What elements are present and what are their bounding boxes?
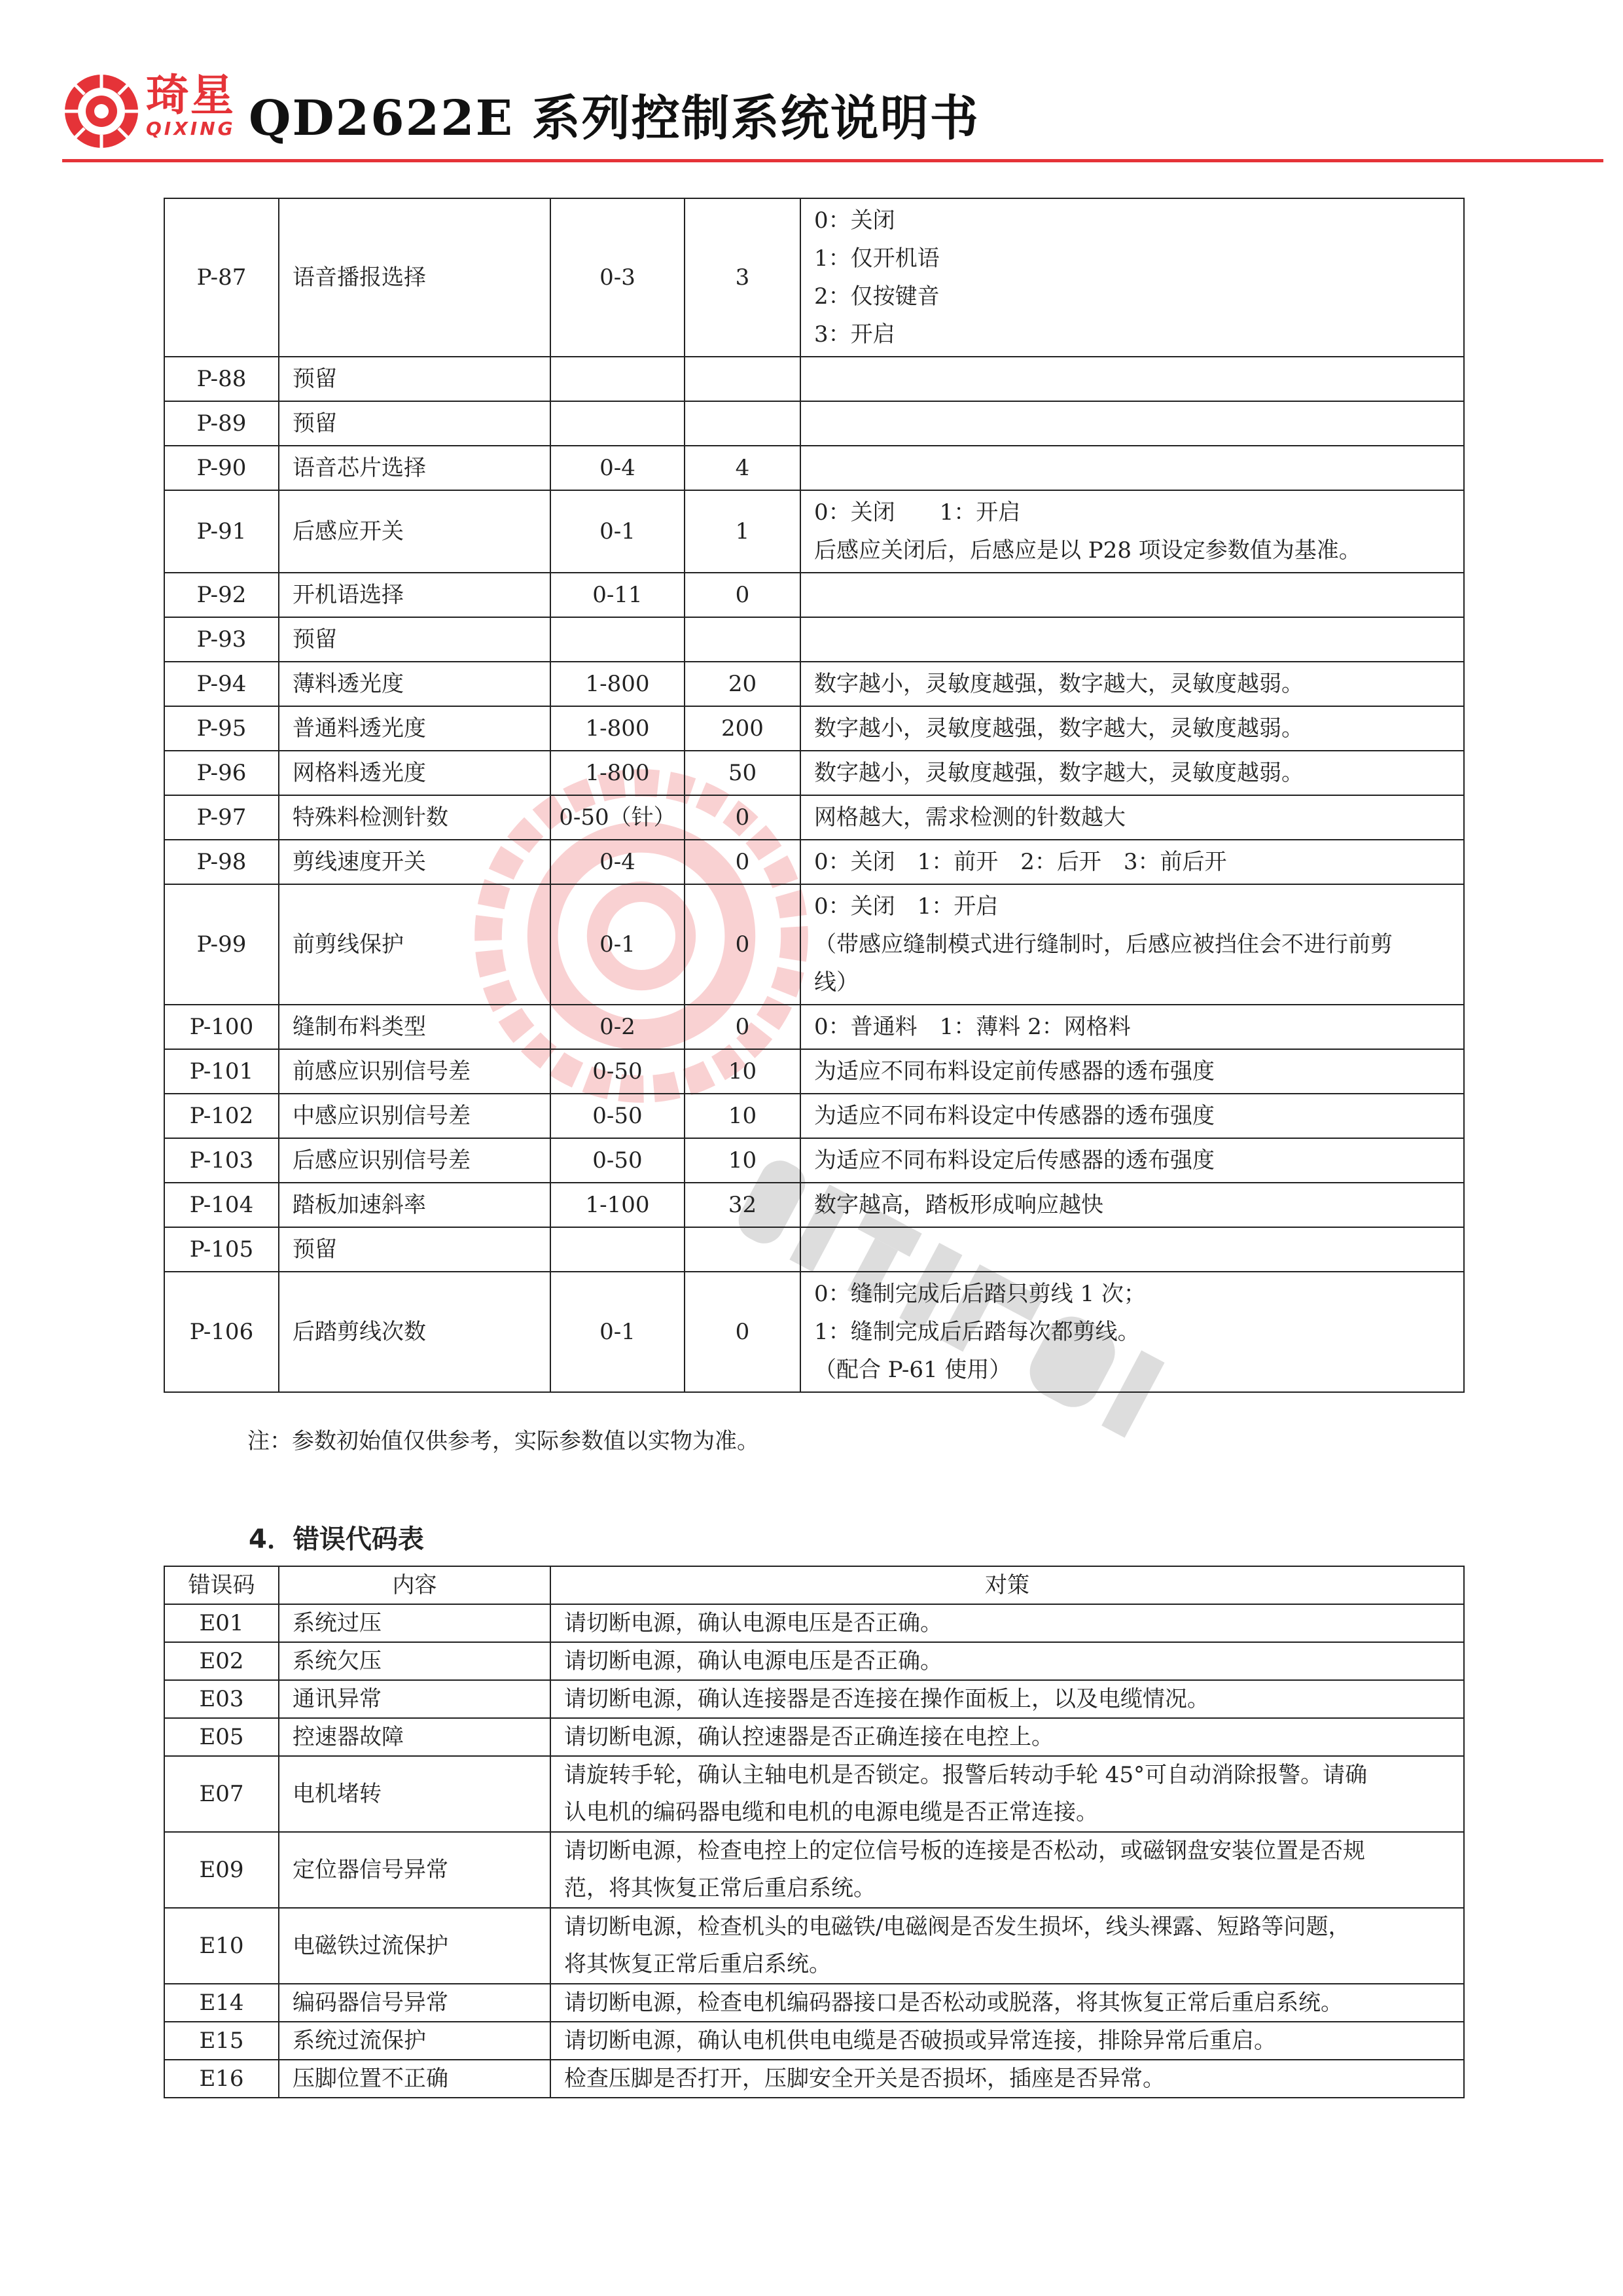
error-code: E10 — [164, 1908, 279, 1984]
param-code: P-97 — [164, 795, 279, 840]
error-action — [550, 1832, 1464, 1908]
error-action — [550, 2022, 1464, 2060]
param-range: 0-4 — [550, 446, 685, 490]
param-range — [550, 401, 685, 446]
error-action-line: 请切断电源，检查电控上的定位信号板的连接是否松动，或磁钢盘安装位置是否规 — [564, 1838, 1365, 1864]
param-description — [800, 198, 1464, 357]
param-range — [550, 357, 685, 401]
table-row — [164, 490, 1464, 573]
param-default: 1 — [685, 490, 800, 573]
header-divider — [62, 159, 1603, 162]
param-code: P-92 — [164, 573, 279, 617]
table-row — [164, 357, 1464, 401]
param-name: 开机语选择 — [279, 573, 550, 617]
param-range — [550, 1227, 685, 1272]
param-default: 32 — [685, 1183, 800, 1227]
param-description — [800, 573, 1464, 617]
table-row — [164, 751, 1464, 795]
error-content: 系统欠压 — [279, 1642, 550, 1680]
error-action-line: 请切断电源，确认连接器是否连接在操作面板上，以及电缆情况。 — [564, 1686, 1209, 1712]
param-description — [800, 884, 1464, 1005]
table-row — [164, 1604, 1464, 1642]
brand — [146, 72, 251, 139]
param-description-line: 2：仅按键音 — [814, 283, 940, 310]
param-name: 缝制布料类型 — [279, 1005, 550, 1049]
param-default: 0 — [685, 573, 800, 617]
error-action — [550, 1718, 1464, 1756]
table-row — [164, 1642, 1464, 1680]
param-range: 1-800 — [550, 751, 685, 795]
param-description-line: 0：关闭 1：前开 2：后开 3：前后开 — [814, 849, 1227, 875]
error-content: 通讯异常 — [279, 1680, 550, 1718]
param-description-line: 为适应不同布料设定后传感器的透布强度 — [814, 1147, 1215, 1174]
param-description-line: 0：关闭 1：开启 — [814, 893, 999, 920]
param-default: 3 — [685, 198, 800, 357]
param-name: 薄料透光度 — [279, 662, 550, 706]
param-name: 普通料透光度 — [279, 706, 550, 751]
param-code: P-96 — [164, 751, 279, 795]
param-default — [685, 617, 800, 662]
table-row — [164, 1908, 1464, 1984]
param-code: P-93 — [164, 617, 279, 662]
error-action-line: 检查压脚是否打开，压脚安全开关是否损坏，插座是否异常。 — [564, 2066, 1165, 2092]
param-default: 0 — [685, 1005, 800, 1049]
error-table-header-row — [164, 1566, 1464, 1604]
param-code: P-104 — [164, 1183, 279, 1227]
param-code: P-99 — [164, 884, 279, 1005]
param-code: P-94 — [164, 662, 279, 706]
error-code: E05 — [164, 1718, 279, 1756]
param-code: P-101 — [164, 1049, 279, 1094]
param-description — [800, 617, 1464, 662]
table-note: 注：参数初始值仅供参考，实际参数值以实物为准。 — [247, 1428, 759, 1454]
param-description — [800, 1138, 1464, 1183]
brand-name-cn: 琦星 — [146, 70, 235, 120]
param-name: 预留 — [279, 401, 550, 446]
param-description-line: 线） — [814, 969, 859, 996]
error-action — [550, 1604, 1464, 1642]
error-action-line: 请切断电源，确认电源电压是否正确。 — [564, 1610, 942, 1636]
param-default — [685, 1227, 800, 1272]
error-code: E15 — [164, 2022, 279, 2060]
table-row — [164, 1049, 1464, 1094]
param-range: 1-100 — [550, 1183, 685, 1227]
table-row — [164, 795, 1464, 840]
error-code: E14 — [164, 1984, 279, 2022]
param-description — [800, 840, 1464, 884]
error-code: E02 — [164, 1642, 279, 1680]
param-name: 语音芯片选择 — [279, 446, 550, 490]
param-description — [800, 1005, 1464, 1049]
header-error-code: 错误码 — [164, 1566, 279, 1604]
table-row — [164, 884, 1464, 1005]
table-row — [164, 662, 1464, 706]
error-content: 系统过流保护 — [279, 2022, 550, 2060]
param-name: 踏板加速斜率 — [279, 1183, 550, 1227]
param-description-line: （带感应缝制模式进行缝制时，后感应被挡住会不进行前剪 — [814, 931, 1393, 958]
param-description-line: 网格越大，需求检测的针数越大 — [814, 804, 1126, 831]
param-range: 0-1 — [550, 490, 685, 573]
param-code: P-95 — [164, 706, 279, 751]
param-range: 0-50 — [550, 1049, 685, 1094]
param-description — [800, 401, 1464, 446]
table-row — [164, 1984, 1464, 2022]
param-default: 0 — [685, 840, 800, 884]
param-code: P-102 — [164, 1094, 279, 1138]
param-description-line: 3：开启 — [814, 321, 895, 348]
param-description-line: 数字越小，灵敏度越强，数字越大，灵敏度越弱。 — [814, 671, 1304, 697]
param-name: 剪线速度开关 — [279, 840, 550, 884]
param-name: 后感应开关 — [279, 490, 550, 573]
param-description-line: 0：缝制完成后后踏只剪线 1 次； — [814, 1281, 1146, 1307]
param-range: 0-50（针） — [550, 795, 685, 840]
error-code: E03 — [164, 1680, 279, 1718]
error-action — [550, 2060, 1464, 2098]
param-description-line: 为适应不同布料设定前传感器的透布强度 — [814, 1058, 1215, 1085]
param-description — [800, 706, 1464, 751]
error-action-line: 请切断电源，确认控速器是否正确连接在电控上。 — [564, 1724, 1054, 1750]
table-row — [164, 617, 1464, 662]
table-row — [164, 2022, 1464, 2060]
param-default: 10 — [685, 1094, 800, 1138]
error-content: 系统过压 — [279, 1604, 550, 1642]
table-row — [164, 1005, 1464, 1049]
param-default: 0 — [685, 884, 800, 1005]
param-description — [800, 1094, 1464, 1138]
param-range: 0-50 — [550, 1094, 685, 1138]
error-action-line: 请切断电源，确认电机供电电缆是否破损或异常连接，排除异常后重启。 — [564, 2028, 1276, 2054]
table-row — [164, 706, 1464, 751]
param-name: 后踏剪线次数 — [279, 1272, 550, 1392]
param-name: 中感应识别信号差 — [279, 1094, 550, 1138]
param-range: 0-11 — [550, 573, 685, 617]
error-code-table — [164, 1566, 1465, 2098]
document-title: QD2622E 系列控制系统说明书 — [249, 90, 980, 147]
table-row — [164, 446, 1464, 490]
error-action — [550, 1756, 1464, 1832]
param-code: P-90 — [164, 446, 279, 490]
param-description — [800, 662, 1464, 706]
error-action-line: 请切断电源，检查电机编码器接口是否松动或脱落，将其恢复正常后重启系统。 — [564, 1990, 1343, 2016]
param-description-line: 后感应关闭后，后感应是以 P28 项设定参数值为基准。 — [814, 537, 1361, 564]
error-code: E09 — [164, 1832, 279, 1908]
param-range: 0-50 — [550, 1138, 685, 1183]
param-description — [800, 1049, 1464, 1094]
table-row — [164, 1718, 1464, 1756]
error-action-line: 将其恢复正常后重启系统。 — [564, 1951, 831, 1977]
error-content: 电机堵转 — [279, 1756, 550, 1832]
param-range: 0-2 — [550, 1005, 685, 1049]
error-code: E01 — [164, 1604, 279, 1642]
table-row — [164, 1832, 1464, 1908]
param-description-line: 数字越小，灵敏度越强，数字越大，灵敏度越弱。 — [814, 760, 1304, 786]
param-default: 200 — [685, 706, 800, 751]
param-code: P-103 — [164, 1138, 279, 1183]
param-code: P-88 — [164, 357, 279, 401]
error-table-body — [164, 1604, 1464, 2098]
param-name: 网格料透光度 — [279, 751, 550, 795]
error-content: 编码器信号异常 — [279, 1984, 550, 2022]
param-default — [685, 401, 800, 446]
param-range: 1-800 — [550, 662, 685, 706]
param-name: 前感应识别信号差 — [279, 1049, 550, 1094]
table-row — [164, 198, 1464, 357]
param-default — [685, 357, 800, 401]
param-description-line: 为适应不同布料设定中传感器的透布强度 — [814, 1103, 1215, 1129]
table-row — [164, 1272, 1464, 1392]
param-default: 0 — [685, 1272, 800, 1392]
param-description-line: 1：仅开机语 — [814, 245, 940, 272]
header-action: 对策 — [550, 1566, 1464, 1604]
param-name: 预留 — [279, 617, 550, 662]
param-description — [800, 795, 1464, 840]
param-description-line: 数字越小，灵敏度越强，数字越大，灵敏度越弱。 — [814, 715, 1304, 742]
param-range: 0-1 — [550, 1272, 685, 1392]
param-name: 预留 — [279, 1227, 550, 1272]
param-description — [800, 446, 1464, 490]
param-default: 10 — [685, 1138, 800, 1183]
table-row — [164, 1094, 1464, 1138]
error-action — [550, 1680, 1464, 1718]
param-name: 特殊料检测针数 — [279, 795, 550, 840]
error-action — [550, 1908, 1464, 1984]
param-default: 4 — [685, 446, 800, 490]
param-code: P-105 — [164, 1227, 279, 1272]
error-content: 控速器故障 — [279, 1718, 550, 1756]
param-description — [800, 1272, 1464, 1392]
param-code: P-98 — [164, 840, 279, 884]
param-range: 1-800 — [550, 706, 685, 751]
param-name: 后感应识别信号差 — [279, 1138, 550, 1183]
error-action — [550, 1984, 1464, 2022]
error-action-line: 请旋转手轮，确认主轴电机是否锁定。报警后转动手轮 45°可自动消除报警。请确 — [564, 1762, 1368, 1788]
param-description-line: 数字越高，踏板形成响应越快 — [814, 1192, 1103, 1218]
header-content: 内容 — [279, 1566, 550, 1604]
table-row — [164, 573, 1464, 617]
param-description-line: 0：关闭 1：开启 — [814, 499, 1021, 526]
qixing-logo-icon — [62, 72, 141, 151]
table-row — [164, 1227, 1464, 1272]
error-content: 定位器信号异常 — [279, 1832, 550, 1908]
brand-name-en: QIXING — [146, 118, 236, 139]
table-row — [164, 1680, 1464, 1718]
table-row — [164, 1183, 1464, 1227]
param-code: P-89 — [164, 401, 279, 446]
error-action — [550, 1642, 1464, 1680]
param-description-line: 0：关闭 — [814, 207, 895, 234]
error-content: 压脚位置不正确 — [279, 2060, 550, 2098]
param-range: 0-3 — [550, 198, 685, 357]
param-default: 0 — [685, 795, 800, 840]
param-default: 10 — [685, 1049, 800, 1094]
error-action-line: 认电机的编码器电缆和电机的电源电缆是否正常连接。 — [564, 1799, 1098, 1825]
parameter-table — [164, 198, 1465, 1393]
error-code: E07 — [164, 1756, 279, 1832]
error-content: 电磁铁过流保护 — [279, 1908, 550, 1984]
error-action-line: 请切断电源，检查机头的电磁铁/电磁阀是否发生损坏，线头裸露、短路等问题， — [564, 1914, 1351, 1940]
param-description — [800, 357, 1464, 401]
param-code: P-87 — [164, 198, 279, 357]
param-description-line: 1：缝制完成后后踏每次都剪线。 — [814, 1319, 1140, 1345]
param-code: P-100 — [164, 1005, 279, 1049]
param-description — [800, 1183, 1464, 1227]
table-row — [164, 840, 1464, 884]
error-action-line: 请切断电源，确认电源电压是否正确。 — [564, 1648, 942, 1674]
param-default: 50 — [685, 751, 800, 795]
page-header — [62, 72, 1502, 151]
param-range: 0-4 — [550, 840, 685, 884]
param-range: 0-1 — [550, 884, 685, 1005]
param-default: 20 — [685, 662, 800, 706]
param-description-line: 0：普通料 1：薄料 2：网格料 — [814, 1014, 1131, 1040]
param-code: P-91 — [164, 490, 279, 573]
table-row — [164, 1138, 1464, 1183]
error-code: E16 — [164, 2060, 279, 2098]
table-row — [164, 401, 1464, 446]
param-description — [800, 751, 1464, 795]
table-row — [164, 1756, 1464, 1832]
parameter-table-body — [164, 198, 1464, 1392]
table-row — [164, 2060, 1464, 2098]
param-name: 前剪线保护 — [279, 884, 550, 1005]
param-range — [550, 617, 685, 662]
param-code: P-106 — [164, 1272, 279, 1392]
param-name: 语音播报选择 — [279, 198, 550, 357]
param-description — [800, 490, 1464, 573]
param-description — [800, 1227, 1464, 1272]
section-title: 4．错误代码表 — [249, 1524, 424, 1554]
error-action-line: 范，将其恢复正常后重启系统。 — [564, 1875, 876, 1901]
param-name: 预留 — [279, 357, 550, 401]
param-description-line: （配合 P-61 使用） — [814, 1357, 1012, 1383]
